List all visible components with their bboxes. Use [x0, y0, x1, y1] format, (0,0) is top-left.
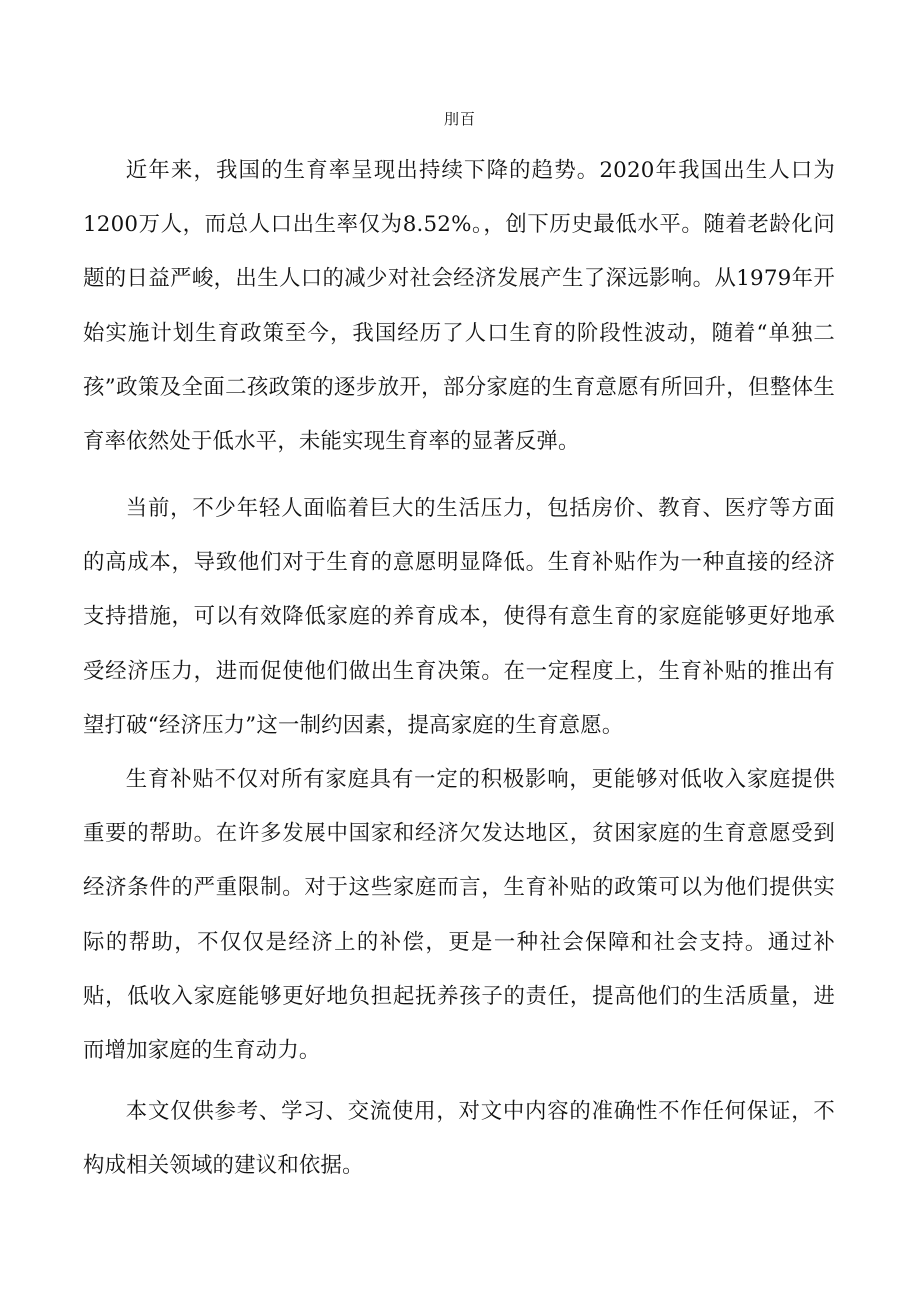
paragraph-disclaimer: 本文仅供参考、学习、交流使用，对文中内容的准确性不作任何保证，不构成相关领域的建议和依据。	[83, 1099, 835, 1179]
paragraph-low-income: 生育补贴不仅对所有家庭具有一定的积极影响，更能够对低收入家庭提供重要的帮助。在许多发展中国家和经济欠发达地区，贫困家庭的生育意愿受到经济条件的严重限制。对于这些家庭而言，生育补贴的政策可以为他们提供实际的帮助，不仅仅是经济上的补偿，更是一种社会保障和社会支持。通过补贴，低收入家庭能够更好地负担起抚养孩子的责任，提高他们的生活质量，进而增加家庭的生育动力。	[83, 767, 835, 1064]
paragraph-intro: 近年来，我国的生育率呈现出持续下降的趋势。2020年我国出生人口为1200万人，而总人口出生率仅为8.52%。，创下历史最低水平。随着老龄化问题的日益严峻，出生人口的减少对社会经济发展产生了深远影响。从1979年开始实施计划生育政策至今，我国经历了人口生育的阶段性波动，随着“单独二孩”政策及全面二孩政策的逐步放开，部分家庭的生育意愿有所回升，但整体生育率依然处于低水平，未能实现生育率的显著反弹。	[83, 158, 835, 455]
page-heading: 刖百	[443, 110, 476, 128]
paragraph-pressure: 当前，不少年轻人面临着巨大的生活压力，包括房价、教育、医疗等方面的高成本，导致他们对于生育的意愿明显降低。生育补贴作为一种直接的经济支持措施，可以有效降低家庭的养育成本，使得有意生育的家庭能够更好地承受经济压力，进而促使他们做出生育决策。在一定程度上，生育补贴的推出有望打破“经济压力”这一制约因素，提高家庭的生育意愿。	[83, 496, 835, 738]
